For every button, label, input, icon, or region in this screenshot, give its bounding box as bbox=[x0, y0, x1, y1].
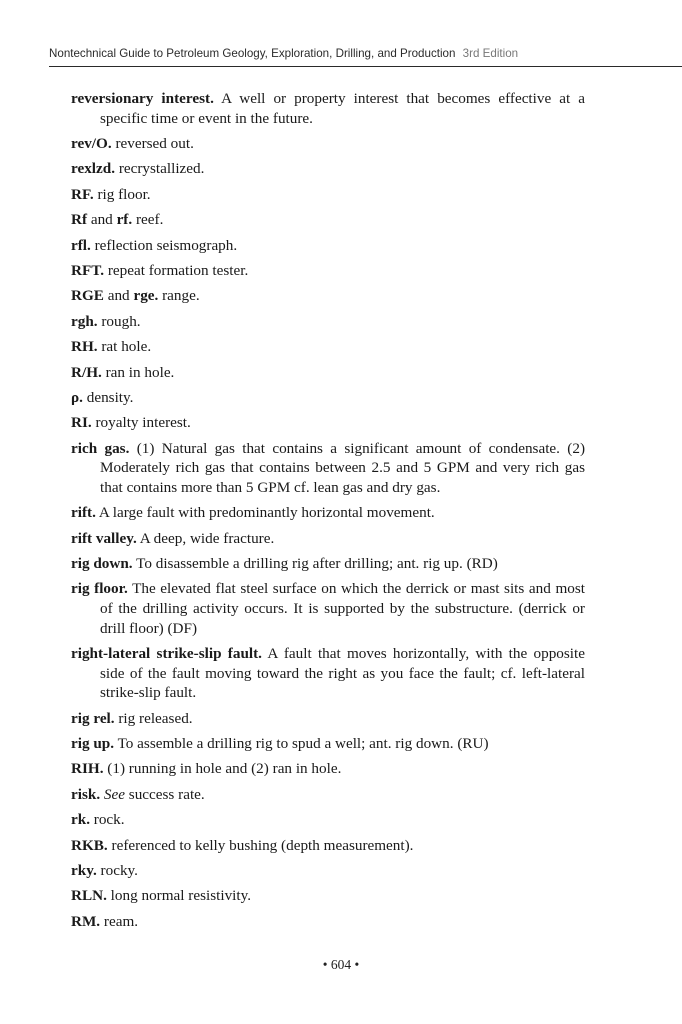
entry-definition: A deep, wide fracture. bbox=[136, 529, 275, 547]
entry-term: RGE bbox=[71, 287, 104, 305]
entry-term: rgh. bbox=[71, 312, 98, 330]
entry-definition: rig released. bbox=[114, 709, 193, 727]
entry-term: rich gas. bbox=[71, 439, 130, 457]
page-number: • 604 • bbox=[322, 957, 360, 972]
entry-definition: rock. bbox=[89, 811, 125, 829]
entry-term: RKB. bbox=[71, 836, 108, 854]
entry-term: right-lateral strike-slip fault. bbox=[71, 645, 262, 662]
entry-term: rk. bbox=[71, 811, 90, 829]
glossary-entry bbox=[71, 529, 585, 549]
glossary-entry bbox=[71, 337, 585, 357]
entry-see-reference: See bbox=[100, 785, 125, 803]
glossary-entry bbox=[71, 236, 585, 256]
entry-definition: density. bbox=[82, 388, 134, 406]
entry-term: RI. bbox=[71, 414, 92, 432]
glossary-entry bbox=[71, 363, 585, 383]
entry-definition: reef. bbox=[132, 211, 164, 229]
glossary-entry bbox=[71, 261, 585, 281]
book-title: Nontechnical Guide to Petroleum Geology, Exploration, Drilling, and Production bbox=[49, 47, 456, 60]
glossary-entry bbox=[71, 709, 585, 729]
glossary-entry bbox=[71, 836, 585, 856]
entry-definition: To disassemble a drilling rig after drilling; ant. rig up. (RD) bbox=[132, 555, 498, 573]
glossary-entry bbox=[71, 734, 585, 754]
entry-term: rift valley. bbox=[71, 529, 137, 547]
glossary-entry bbox=[71, 210, 585, 230]
entry-definition: rough. bbox=[97, 312, 141, 330]
entry-definition: To assemble a drilling rig to spud a well; ant. rig down. (RU) bbox=[114, 734, 489, 752]
entry-definition: rocky. bbox=[96, 861, 138, 879]
glossary-entry bbox=[71, 759, 585, 779]
glossary-entry bbox=[71, 439, 585, 498]
entry-term: rexlzd. bbox=[71, 160, 116, 178]
entry-joiner: and bbox=[87, 211, 117, 229]
header-rule bbox=[49, 66, 682, 67]
glossary-entry bbox=[71, 413, 585, 433]
edition-label: 3rd Edition bbox=[462, 47, 519, 60]
entry-definition: (1) Natural gas that contains a significant amount of condensate. (2) Moderately rich gas that contains between 2.5 and 5 GPM and very rich gas that contains more than 5 GPM cf. lean gas and dry gas. bbox=[100, 439, 585, 496]
entry-definition: recrystallized. bbox=[115, 160, 205, 178]
entry-definition: A fault that moves horizontally, with the opposite side of the fault moving toward the right as you face the fault; cf. left-lateral strike-slip fault. bbox=[100, 645, 585, 702]
glossary-entry bbox=[71, 785, 585, 805]
entry-term: RLN. bbox=[71, 887, 107, 905]
entry-definition: range. bbox=[158, 287, 200, 305]
entry-term: RM. bbox=[71, 912, 101, 930]
entry-definition: rat hole. bbox=[97, 338, 152, 356]
entry-term: rig up. bbox=[71, 734, 115, 752]
entry-term: rig floor. bbox=[71, 580, 128, 598]
entry-term: rfl. bbox=[71, 236, 91, 254]
entry-definition: (1) running in hole and (2) ran in hole. bbox=[103, 760, 342, 778]
glossary-entry bbox=[71, 644, 585, 703]
entry-term: Rf bbox=[71, 211, 88, 229]
glossary-entry bbox=[71, 286, 585, 306]
entry-definition: referenced to kelly bushing (depth measurement). bbox=[107, 836, 414, 854]
entry-term: RH. bbox=[71, 338, 98, 356]
entry-definition: ran in hole. bbox=[101, 363, 175, 381]
entry-definition: royalty interest. bbox=[91, 414, 191, 432]
entry-definition: A well or property interest that becomes effective at a specific time or event in the future. bbox=[100, 90, 585, 127]
glossary-entry bbox=[71, 159, 585, 179]
glossary-entry bbox=[71, 388, 585, 408]
glossary-entry bbox=[71, 503, 585, 523]
glossary-entry bbox=[71, 579, 585, 638]
glossary-entries bbox=[71, 89, 585, 937]
running-head bbox=[49, 47, 682, 65]
entry-term: R/H. bbox=[71, 363, 102, 381]
entry-definition: A large fault with predominantly horizontal movement. bbox=[95, 504, 435, 522]
entry-term: rev/O. bbox=[71, 134, 112, 152]
entry-term: ρ. bbox=[71, 388, 83, 406]
entry-term-alt: rge. bbox=[133, 287, 159, 305]
entry-definition: rig floor. bbox=[93, 185, 151, 203]
entry-term: risk. bbox=[71, 785, 101, 803]
entry-term: rift. bbox=[71, 504, 96, 522]
entry-term: rky. bbox=[71, 861, 97, 879]
entry-term: rig rel. bbox=[71, 709, 115, 727]
entry-definition: long normal resistivity. bbox=[106, 887, 251, 905]
glossary-entry bbox=[71, 886, 585, 906]
entry-definition: ream. bbox=[100, 912, 139, 930]
glossary-entry bbox=[71, 134, 585, 154]
entry-term: rig down. bbox=[71, 555, 133, 573]
entry-joiner: and bbox=[103, 287, 134, 305]
entry-definition: The elevated flat steel surface on which the derrick or mast sits and most of the drilling activity occurs. It is supported by the substructure. (derrick or drill floor) (DF) bbox=[100, 580, 585, 637]
entry-definition: success rate. bbox=[125, 785, 205, 803]
entry-definition: repeat formation tester. bbox=[104, 261, 249, 279]
glossary-entry bbox=[71, 554, 585, 574]
entry-definition: reflection seismograph. bbox=[90, 236, 238, 254]
glossary-entry bbox=[71, 912, 585, 932]
entry-definition: reversed out. bbox=[111, 134, 194, 152]
glossary-entry bbox=[71, 312, 585, 332]
entry-term-alt: rf. bbox=[116, 211, 133, 229]
entry-term: RF. bbox=[71, 185, 94, 203]
glossary-entry bbox=[71, 89, 585, 128]
glossary-entry bbox=[71, 861, 585, 881]
entry-term: reversionary interest. bbox=[71, 90, 214, 107]
glossary-entry bbox=[71, 810, 585, 830]
entry-term: RFT. bbox=[71, 261, 105, 279]
glossary-entry bbox=[71, 185, 585, 205]
entry-term: RIH. bbox=[71, 760, 104, 778]
